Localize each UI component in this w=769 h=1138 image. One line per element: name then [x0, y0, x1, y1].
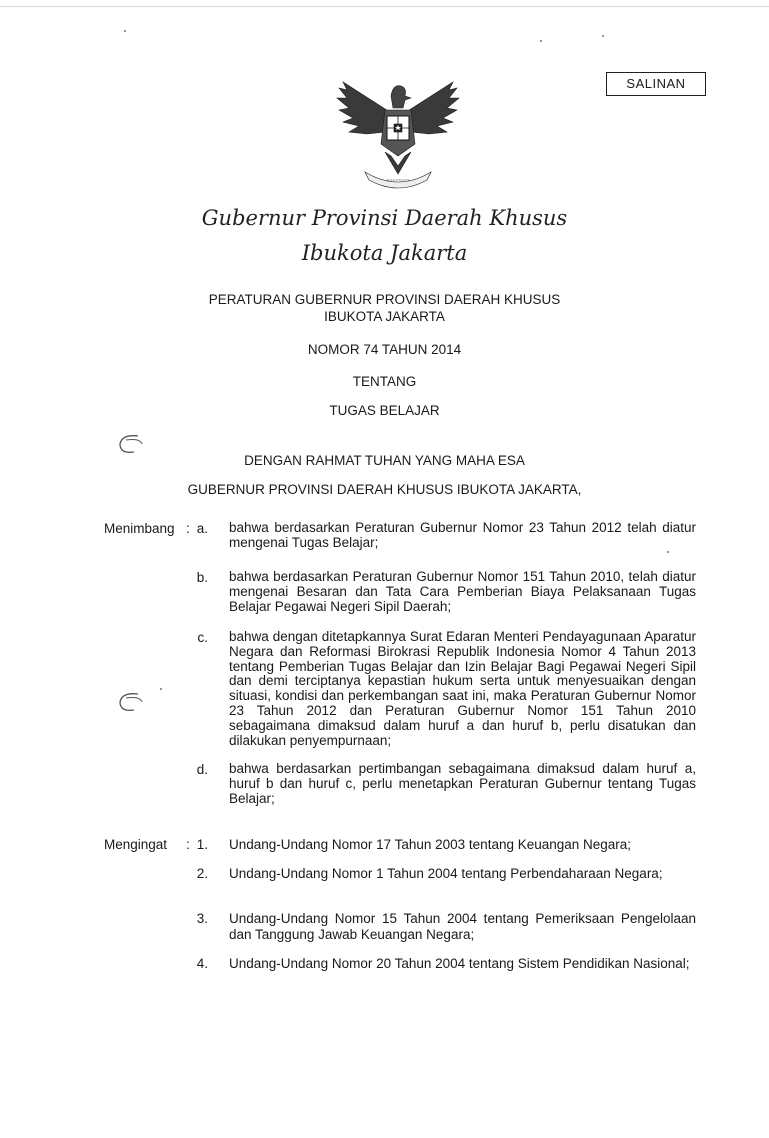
blessing-line: DENGAN RAHMAT TUHAN YANG MAHA ESA: [244, 453, 525, 468]
item-number: 1.: [196, 837, 208, 852]
item-number: b.: [196, 570, 208, 585]
menimbang-item-c: bahwa dengan ditetapkannya Surat Edaran Menteri Pendayagunaan Aparatur Negara dan Reformasi Birokrasi Republik Indonesia Nomor 4 Tahun 2013 tentang Pemberian Tugas Belajar dan Izin Belajar Bagi Pegawai Negeri Sipil dan demi terciptanya kepastian hukum serta untuk menyesuaikan dengan situasi, kondisi dan perkembangan saat ini, maka Peraturan Gubernur Nomor 23 Tahun 2012 dan Peraturan Gubernur Nomor 151 Tahun 2010 sebagaimana dimaksud dalam huruf a dan huruf b, perlu disatukan dan dilakukan penyempurnaan;: [229, 629, 696, 748]
mengingat-item-4: Undang-Undang Nomor 20 Tahun 2004 tentang Sistem Pendidikan Nasional;: [229, 956, 690, 971]
scan-speck: [124, 30, 126, 32]
mengingat-label: Mengingat: [104, 837, 168, 852]
tentang-label: TENTANG: [352, 374, 417, 389]
item-number: a.: [196, 521, 208, 536]
margin-scan-mark: [116, 690, 148, 714]
letterhead-line1: Gubernur Provinsi Daerah Khusus: [201, 206, 568, 230]
menimbang-label: Menimbang: [104, 521, 175, 536]
mengingat-item-1: Undang-Undang Nomor 17 Tahun 2003 tentang Keuangan Negara;: [229, 837, 632, 852]
issuer-line: GUBERNUR PROVINSI DAERAH KHUSUS IBUKOTA JAKARTA,: [187, 482, 582, 497]
mengingat-item-2: Undang-Undang Nomor 1 Tahun 2004 tentang Perbendaharaan Negara;: [229, 866, 663, 881]
item-number: 3.: [196, 911, 208, 926]
menimbang-item-a: bahwa berdasarkan Peraturan Gubernur Nomor 23 Tahun 2012 telah diatur mengenai Tugas Belajar;: [229, 520, 696, 550]
menimbang-item-d: bahwa berdasarkan pertimbangan sebagaimana dimaksud dalam huruf a, huruf b dan huruf c, perlu menetapkan Peraturan Gubernur tentang Tugas Belajar;: [229, 761, 696, 806]
regulation-title-line1: PERATURAN GUBERNUR PROVINSI DAERAH KHUSUS: [208, 292, 561, 307]
item-number: c.: [197, 630, 208, 645]
salinan-badge: SALINAN: [606, 72, 706, 96]
svg-text:~~~~~~~~: ~~~~~~~~: [386, 178, 410, 184]
regulation-title-line2: IBUKOTA JAKARTA: [324, 309, 445, 324]
scan-speck: [667, 551, 669, 553]
scan-speck: [540, 40, 542, 42]
letterhead-line2: Ibukota Jakarta: [301, 241, 468, 265]
item-number: 2.: [196, 866, 208, 881]
menimbang-item-b: bahwa berdasarkan Peraturan Gubernur Nomor 151 Tahun 2010, telah diatur mengenai Besaran dan Tata Cara Pemberian Biaya Pelaksanaan Tugas Belajar Pegawai Negeri Sipil Daerah;: [229, 569, 696, 614]
scan-speck: [160, 688, 162, 690]
regulation-number: NOMOR 74 TAHUN 2014: [307, 342, 462, 357]
item-number: d.: [196, 762, 208, 777]
regulation-subject: TUGAS BELAJAR: [329, 403, 440, 418]
margin-scan-mark: [116, 432, 148, 456]
scan-edge-line: [0, 6, 769, 7]
scan-speck: [602, 35, 604, 37]
mengingat-item-3: Undang-Undang Nomor 15 Tahun 2004 tentang Pemeriksaan Pengelolaan dan Tanggung Jawab Keuangan Negara;: [229, 911, 696, 942]
garuda-emblem: [335, 74, 461, 192]
colon: :: [186, 837, 190, 852]
colon: :: [186, 521, 190, 536]
item-number: 4.: [196, 956, 208, 971]
